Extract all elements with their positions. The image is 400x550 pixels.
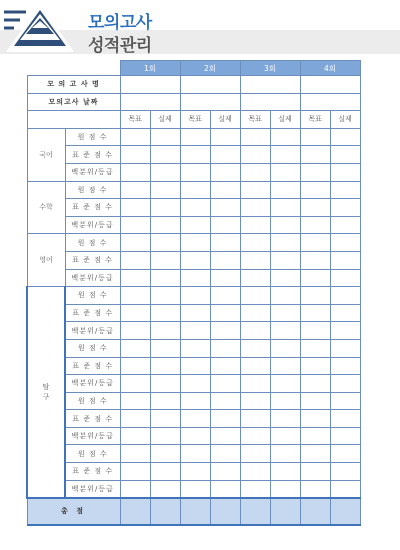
score-input-cell[interactable] xyxy=(150,287,180,305)
subject-row xyxy=(27,251,360,269)
score-input-cell[interactable] xyxy=(150,357,180,375)
score-input-cell[interactable] xyxy=(300,445,330,463)
tamgu-label xyxy=(27,287,65,498)
score-type-label: 표 준 점 수 xyxy=(65,357,120,375)
score-input-cell[interactable] xyxy=(330,357,360,375)
score-input-cell[interactable] xyxy=(150,480,180,498)
score-input-cell[interactable] xyxy=(300,128,330,146)
score-input-cell[interactable] xyxy=(120,427,150,445)
score-input-cell[interactable] xyxy=(180,339,210,357)
score-input-cell[interactable] xyxy=(240,445,270,463)
tamgu-row xyxy=(27,357,360,375)
score-input-cell[interactable] xyxy=(150,269,180,287)
score-input-cell[interactable] xyxy=(210,181,240,199)
round-header-3: 3회 xyxy=(240,61,300,76)
score-input-cell[interactable] xyxy=(240,269,270,287)
tamgu-row xyxy=(27,392,360,410)
total-row xyxy=(27,498,360,525)
score-input-cell[interactable] xyxy=(210,375,240,393)
score-input-cell[interactable] xyxy=(210,304,240,322)
layered-triangle-logo-icon xyxy=(4,2,76,54)
score-input-cell[interactable] xyxy=(240,163,270,181)
score-input-cell[interactable] xyxy=(180,357,210,375)
score-input-cell[interactable] xyxy=(120,357,150,375)
score-input-cell[interactable] xyxy=(120,304,150,322)
exam-name-row-label: 모 의 고 사 명 xyxy=(27,76,120,94)
actual-header: 실제 xyxy=(150,111,180,129)
score-type-label: 표 준 점 수 xyxy=(65,251,120,269)
score-input-cell[interactable] xyxy=(120,375,150,393)
total-label: 총 점 xyxy=(27,498,120,525)
round-value-cell[interactable] xyxy=(180,93,240,111)
tamgu-row xyxy=(27,375,360,393)
score-input-cell[interactable] xyxy=(270,410,300,428)
score-input-cell[interactable] xyxy=(270,339,300,357)
score-input-cell[interactable] xyxy=(300,427,330,445)
score-input-cell[interactable] xyxy=(300,304,330,322)
score-input-cell[interactable] xyxy=(120,392,150,410)
score-input-cell[interactable] xyxy=(270,163,300,181)
score-input-cell[interactable] xyxy=(180,410,210,428)
round-header-row xyxy=(27,61,360,76)
score-input-cell[interactable] xyxy=(300,357,330,375)
score-input-cell[interactable] xyxy=(330,146,360,164)
score-input-cell[interactable] xyxy=(300,498,330,525)
score-type-label: 원 점 수 xyxy=(65,392,120,410)
score-type-label: 원 점 수 xyxy=(65,234,120,252)
score-input-cell[interactable] xyxy=(270,480,300,498)
score-input-cell[interactable] xyxy=(270,234,300,252)
goal-actual-row xyxy=(27,111,360,129)
score-input-cell[interactable] xyxy=(270,251,300,269)
score-input-cell[interactable] xyxy=(240,339,270,357)
score-input-cell[interactable] xyxy=(120,287,150,305)
score-input-cell[interactable] xyxy=(210,357,240,375)
score-input-cell[interactable] xyxy=(240,480,270,498)
score-input-cell[interactable] xyxy=(150,463,180,481)
page-header xyxy=(0,0,400,56)
score-input-cell[interactable] xyxy=(150,163,180,181)
score-input-cell[interactable] xyxy=(240,304,270,322)
score-input-cell[interactable] xyxy=(300,463,330,481)
score-input-cell[interactable] xyxy=(330,427,360,445)
score-input-cell[interactable] xyxy=(120,181,150,199)
tamgu-row xyxy=(27,304,360,322)
subject-row xyxy=(27,234,360,252)
score-input-cell[interactable] xyxy=(270,216,300,234)
score-input-cell[interactable] xyxy=(120,339,150,357)
score-type-label: 표 준 점 수 xyxy=(65,199,120,217)
score-sheet xyxy=(26,60,359,526)
score-input-cell[interactable] xyxy=(150,427,180,445)
score-input-cell[interactable] xyxy=(330,445,360,463)
score-input-cell[interactable] xyxy=(270,427,300,445)
score-input-cell[interactable] xyxy=(300,287,330,305)
score-type-label: 표 준 점 수 xyxy=(65,304,120,322)
score-input-cell[interactable] xyxy=(150,498,180,525)
score-input-cell[interactable] xyxy=(120,322,150,340)
score-input-cell[interactable] xyxy=(210,128,240,146)
round-value-cell[interactable] xyxy=(240,76,300,94)
tamgu-row xyxy=(27,322,360,340)
score-type-label: 표 준 점 수 xyxy=(65,146,120,164)
score-input-cell[interactable] xyxy=(180,304,210,322)
score-input-cell[interactable] xyxy=(150,322,180,340)
score-input-cell[interactable] xyxy=(210,445,240,463)
score-input-cell[interactable] xyxy=(120,498,150,525)
score-input-cell[interactable] xyxy=(150,181,180,199)
score-input-cell[interactable] xyxy=(120,269,150,287)
score-input-cell[interactable] xyxy=(330,463,360,481)
round-header-4: 4회 xyxy=(300,61,360,76)
score-input-cell[interactable] xyxy=(150,216,180,234)
goal-header: 목표 xyxy=(120,111,150,129)
score-input-cell[interactable] xyxy=(240,251,270,269)
score-input-cell[interactable] xyxy=(240,375,270,393)
score-type-label: 백분위/등급 xyxy=(65,163,120,181)
score-input-cell[interactable] xyxy=(330,287,360,305)
score-input-cell[interactable] xyxy=(150,339,180,357)
score-input-cell[interactable] xyxy=(120,251,150,269)
blank-corner-cell xyxy=(27,61,120,76)
round-value-cell[interactable] xyxy=(300,76,360,94)
tamgu-row xyxy=(27,287,360,305)
score-input-cell[interactable] xyxy=(300,163,330,181)
goal-header: 목표 xyxy=(300,111,330,129)
actual-header: 실제 xyxy=(210,111,240,129)
tamgu-row xyxy=(27,480,360,498)
score-type-label: 백분위/등급 xyxy=(65,269,120,287)
score-input-cell[interactable] xyxy=(210,498,240,525)
score-input-cell[interactable] xyxy=(210,339,240,357)
score-input-cell[interactable] xyxy=(180,445,210,463)
score-input-cell[interactable] xyxy=(300,392,330,410)
goal-header: 목표 xyxy=(240,111,270,129)
score-input-cell[interactable] xyxy=(150,251,180,269)
score-input-cell[interactable] xyxy=(300,339,330,357)
score-input-cell[interactable] xyxy=(330,410,360,428)
score-input-cell[interactable] xyxy=(210,163,240,181)
score-input-cell[interactable] xyxy=(330,392,360,410)
score-input-cell[interactable] xyxy=(180,427,210,445)
score-input-cell[interactable] xyxy=(240,234,270,252)
score-input-cell[interactable] xyxy=(180,199,210,217)
score-input-cell[interactable] xyxy=(210,480,240,498)
exam-date-row-label: 모의고사 날짜 xyxy=(27,93,120,111)
score-input-cell[interactable] xyxy=(330,339,360,357)
goal-header: 목표 xyxy=(180,111,210,129)
score-input-cell[interactable] xyxy=(300,375,330,393)
score-input-cell[interactable] xyxy=(180,287,210,305)
score-input-cell[interactable] xyxy=(180,480,210,498)
score-type-label: 원 점 수 xyxy=(65,287,120,305)
score-input-cell[interactable] xyxy=(270,181,300,199)
blank-label-cell xyxy=(27,111,120,129)
exam-date-row xyxy=(27,93,360,111)
score-type-label: 원 점 수 xyxy=(65,181,120,199)
score-input-cell[interactable] xyxy=(330,216,360,234)
score-input-cell[interactable] xyxy=(210,427,240,445)
round-value-cell[interactable] xyxy=(300,93,360,111)
subject-row xyxy=(27,163,360,181)
score-input-cell[interactable] xyxy=(240,128,270,146)
exam-name-row xyxy=(27,76,360,94)
score-input-cell[interactable] xyxy=(270,357,300,375)
score-input-cell[interactable] xyxy=(120,199,150,217)
score-input-cell[interactable] xyxy=(180,392,210,410)
score-input-cell[interactable] xyxy=(300,322,330,340)
tamgu-label-text: 탐 구 xyxy=(42,382,50,401)
score-input-cell[interactable] xyxy=(300,146,330,164)
score-type-label: 백분위/등급 xyxy=(65,427,120,445)
score-input-cell[interactable] xyxy=(240,287,270,305)
tamgu-row xyxy=(27,427,360,445)
round-value-cell[interactable] xyxy=(120,76,180,94)
score-input-cell[interactable] xyxy=(120,480,150,498)
score-input-cell[interactable] xyxy=(270,322,300,340)
tamgu-row xyxy=(27,445,360,463)
subject-row xyxy=(27,181,360,199)
score-input-cell[interactable] xyxy=(120,463,150,481)
score-input-cell[interactable] xyxy=(210,199,240,217)
score-input-cell[interactable] xyxy=(240,181,270,199)
score-input-cell[interactable] xyxy=(240,463,270,481)
score-input-cell[interactable] xyxy=(180,216,210,234)
score-input-cell[interactable] xyxy=(120,163,150,181)
score-input-cell[interactable] xyxy=(240,146,270,164)
round-header-1: 1회 xyxy=(120,61,180,76)
score-input-cell[interactable] xyxy=(210,287,240,305)
score-input-cell[interactable] xyxy=(330,163,360,181)
score-input-cell[interactable] xyxy=(150,392,180,410)
subject-label: 영어 xyxy=(27,234,65,287)
score-input-cell[interactable] xyxy=(180,234,210,252)
score-type-label: 백분위/등급 xyxy=(65,480,120,498)
score-input-cell[interactable] xyxy=(180,163,210,181)
score-input-cell[interactable] xyxy=(120,216,150,234)
round-value-cell[interactable] xyxy=(120,93,180,111)
score-type-label: 표 준 점 수 xyxy=(65,463,120,481)
score-input-cell[interactable] xyxy=(300,269,330,287)
score-input-cell[interactable] xyxy=(330,181,360,199)
score-input-cell[interactable] xyxy=(150,410,180,428)
subject-row xyxy=(27,146,360,164)
score-input-cell[interactable] xyxy=(240,199,270,217)
score-input-cell[interactable] xyxy=(150,375,180,393)
page-subtitle: 성적관리 xyxy=(88,36,152,56)
score-input-cell[interactable] xyxy=(150,199,180,217)
round-value-cell[interactable] xyxy=(180,76,240,94)
score-input-cell[interactable] xyxy=(210,463,240,481)
score-input-cell[interactable] xyxy=(270,146,300,164)
score-input-cell[interactable] xyxy=(270,445,300,463)
actual-header: 실제 xyxy=(270,111,300,129)
score-table xyxy=(26,60,361,526)
round-header-2: 2회 xyxy=(180,61,240,76)
score-input-cell[interactable] xyxy=(240,357,270,375)
score-type-label: 백분위/등급 xyxy=(65,322,120,340)
score-input-cell[interactable] xyxy=(300,181,330,199)
score-input-cell[interactable] xyxy=(300,251,330,269)
score-type-label: 원 점 수 xyxy=(65,128,120,146)
score-input-cell[interactable] xyxy=(300,410,330,428)
score-type-label: 백분위/등급 xyxy=(65,216,120,234)
score-input-cell[interactable] xyxy=(240,216,270,234)
score-input-cell[interactable] xyxy=(120,146,150,164)
score-input-cell[interactable] xyxy=(270,498,300,525)
score-input-cell[interactable] xyxy=(210,146,240,164)
score-input-cell[interactable] xyxy=(330,375,360,393)
score-input-cell[interactable] xyxy=(270,304,300,322)
score-input-cell[interactable] xyxy=(330,498,360,525)
subject-row xyxy=(27,216,360,234)
score-input-cell[interactable] xyxy=(300,480,330,498)
subject-row xyxy=(27,269,360,287)
score-type-label: 백분위/등급 xyxy=(65,375,120,393)
score-input-cell[interactable] xyxy=(120,234,150,252)
score-input-cell[interactable] xyxy=(210,392,240,410)
tamgu-row xyxy=(27,463,360,481)
score-input-cell[interactable] xyxy=(330,128,360,146)
score-input-cell[interactable] xyxy=(330,304,360,322)
score-input-cell[interactable] xyxy=(120,410,150,428)
score-input-cell[interactable] xyxy=(180,322,210,340)
score-input-cell[interactable] xyxy=(270,199,300,217)
score-input-cell[interactable] xyxy=(240,410,270,428)
score-input-cell[interactable] xyxy=(150,234,180,252)
score-input-cell[interactable] xyxy=(150,146,180,164)
score-type-label: 표 준 점 수 xyxy=(65,410,120,428)
score-input-cell[interactable] xyxy=(270,463,300,481)
score-input-cell[interactable] xyxy=(270,287,300,305)
page-title: 모의고사 xyxy=(88,13,152,33)
tamgu-row xyxy=(27,339,360,357)
tamgu-row xyxy=(27,410,360,428)
actual-header: 실제 xyxy=(330,111,360,129)
score-input-cell[interactable] xyxy=(270,128,300,146)
score-input-cell[interactable] xyxy=(270,392,300,410)
score-input-cell[interactable] xyxy=(180,463,210,481)
score-input-cell[interactable] xyxy=(330,251,360,269)
score-input-cell[interactable] xyxy=(180,181,210,199)
score-input-cell[interactable] xyxy=(330,234,360,252)
score-type-label: 원 점 수 xyxy=(65,339,120,357)
score-input-cell[interactable] xyxy=(150,128,180,146)
score-input-cell[interactable] xyxy=(330,199,360,217)
score-input-cell[interactable] xyxy=(330,480,360,498)
score-input-cell[interactable] xyxy=(210,251,240,269)
score-input-cell[interactable] xyxy=(120,445,150,463)
score-input-cell[interactable] xyxy=(120,128,150,146)
score-input-cell[interactable] xyxy=(240,322,270,340)
score-input-cell[interactable] xyxy=(180,251,210,269)
score-input-cell[interactable] xyxy=(180,128,210,146)
score-input-cell[interactable] xyxy=(210,322,240,340)
score-input-cell[interactable] xyxy=(330,322,360,340)
score-input-cell[interactable] xyxy=(150,445,180,463)
score-input-cell[interactable] xyxy=(180,498,210,525)
score-input-cell[interactable] xyxy=(270,375,300,393)
score-input-cell[interactable] xyxy=(210,234,240,252)
score-type-label: 원 점 수 xyxy=(65,445,120,463)
score-input-cell[interactable] xyxy=(150,304,180,322)
score-input-cell[interactable] xyxy=(270,269,300,287)
score-input-cell[interactable] xyxy=(240,498,270,525)
score-input-cell[interactable] xyxy=(330,269,360,287)
subject-label: 국어 xyxy=(27,128,65,181)
score-input-cell[interactable] xyxy=(210,269,240,287)
round-value-cell[interactable] xyxy=(240,93,300,111)
score-input-cell[interactable] xyxy=(300,199,330,217)
score-input-cell[interactable] xyxy=(180,269,210,287)
score-input-cell[interactable] xyxy=(210,410,240,428)
subject-row xyxy=(27,199,360,217)
subject-label: 수학 xyxy=(27,181,65,234)
score-input-cell[interactable] xyxy=(180,146,210,164)
score-input-cell[interactable] xyxy=(300,216,330,234)
subject-row xyxy=(27,128,360,146)
score-input-cell[interactable] xyxy=(240,392,270,410)
score-input-cell[interactable] xyxy=(210,216,240,234)
score-input-cell[interactable] xyxy=(180,375,210,393)
score-input-cell[interactable] xyxy=(300,234,330,252)
score-input-cell[interactable] xyxy=(240,427,270,445)
